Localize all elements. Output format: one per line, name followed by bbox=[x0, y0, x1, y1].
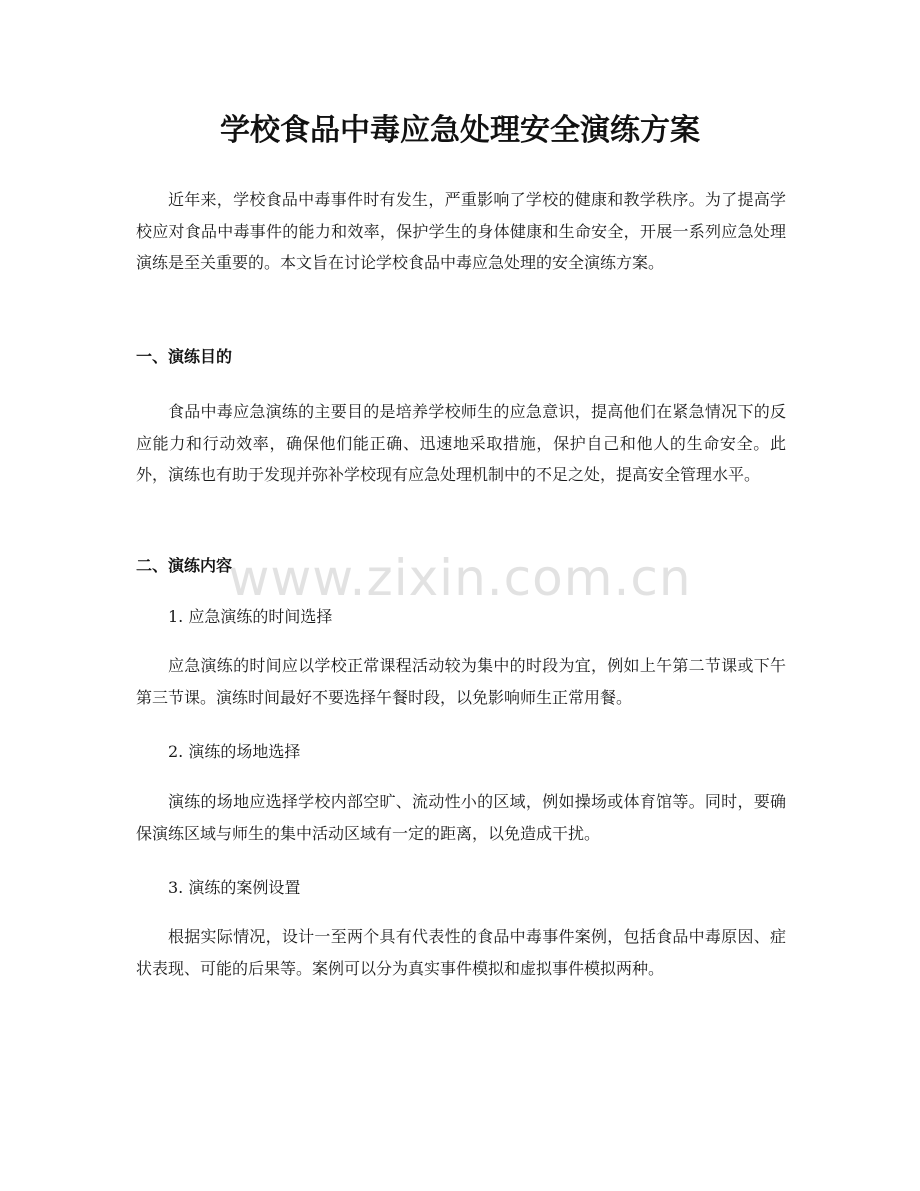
section-heading-content: 二、演练内容 bbox=[136, 556, 233, 575]
venue-paragraph: 演练的场地应选择学校内部空旷、流动性小的区域，例如操场或体育馆等。同时，要确保演练区域与师生的集中活动区域有一定的距离，以免造成干扰。 bbox=[136, 792, 786, 843]
section-heading-purpose: 一、演练目的 bbox=[136, 347, 233, 366]
subheading-time: 1. 应急演练的时间选择 bbox=[168, 607, 333, 626]
watermark: www.zixin.com.cn bbox=[228, 549, 692, 607]
subheading-case: 3. 演练的案例设置 bbox=[168, 878, 301, 897]
case-paragraph: 根据实际情况，设计一至两个具有代表性的食品中毒事件案例，包括食品中毒原因、症状表现、可能的后果等。案例可以分为真实事件模拟和虚拟事件模拟两种。 bbox=[136, 927, 786, 978]
intro-paragraph: 近年来，学校食品中毒事件时有发生，严重影响了学校的健康和教学秩序。为了提高学校应对食品中毒事件的能力和效率，保护学生的身体健康和生命安全，开展一系列应急处理演练是至关重要的。本文旨在讨论学校食品中毒应急处理的安全演练方案。 bbox=[136, 190, 786, 272]
time-paragraph: 应急演练的时间应以学校正常课程活动较为集中的时段为宜，例如上午第二节课或下午第三节课。演练时间最好不要选择午餐时段，以免影响师生正常用餐。 bbox=[136, 656, 786, 707]
subheading-venue: 2. 演练的场地选择 bbox=[168, 742, 301, 761]
purpose-paragraph: 食品中毒应急演练的主要目的是培养学校师生的应急意识，提高他们在紧急情况下的反应能力和行动效率，确保他们能正确、迅速地采取措施，保护自己和他人的生命安全。此外，演练也有助于发现并弥补学校现有应急处理机制中的不足之处，提高安全管理水平。 bbox=[136, 402, 786, 484]
document-title: 学校食品中毒应急处理安全演练方案 bbox=[220, 113, 700, 148]
